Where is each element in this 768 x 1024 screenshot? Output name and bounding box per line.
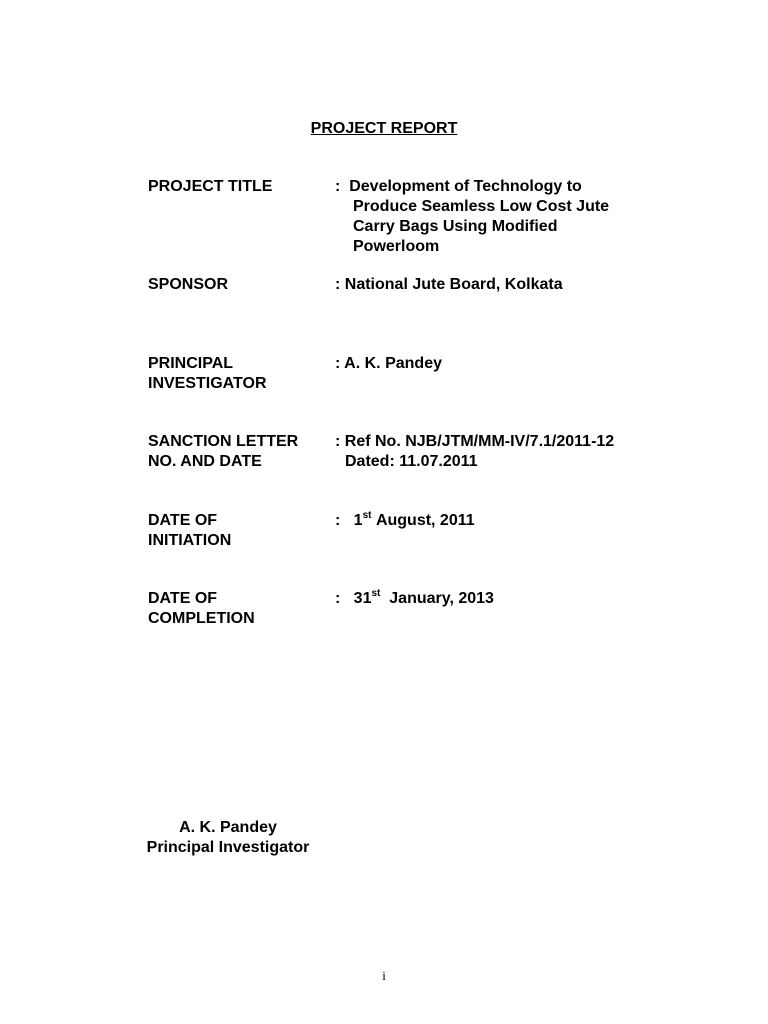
date-of-completion-rest: January, 2013 xyxy=(389,590,494,607)
date-of-completion-separator: : xyxy=(335,590,341,607)
page-title: PROJECT REPORT xyxy=(310,120,458,137)
signature-title: Principal Investigator xyxy=(146,839,310,856)
principal-investigator-value: : A. K. Pandey xyxy=(335,355,442,372)
project-title-line-3: Carry Bags Using Modified xyxy=(353,218,558,235)
sanction-letter-label xyxy=(148,432,333,472)
project-title-line-1: Development of Technology to xyxy=(349,178,582,195)
date-of-completion-label-line-2: COMPLETION xyxy=(148,610,255,627)
date-of-initiation-label-line-2: INITIATION xyxy=(148,532,232,549)
principal-investigator-label-line-1: PRINCIPAL xyxy=(148,355,234,372)
date-of-initiation-label xyxy=(148,511,333,551)
date-of-initiation-rest: August, 2011 xyxy=(375,512,475,529)
date-of-initiation-label-line-1: DATE OF xyxy=(148,512,218,529)
sanction-letter-ref: : Ref No. NJB/JTM/MM-IV/7.1/2011-12 xyxy=(335,433,615,450)
sponsor-label: SPONSOR xyxy=(148,276,229,293)
principal-investigator-label-line-2: INVESTIGATOR xyxy=(148,375,267,392)
date-of-initiation-separator: : xyxy=(335,512,341,529)
date-of-initiation-value xyxy=(335,511,695,531)
date-of-completion-suffix: st xyxy=(371,587,381,599)
signature-name: A. K. Pandey xyxy=(179,819,277,836)
page-number: i xyxy=(382,968,386,983)
sanction-letter-date: Dated: 11.07.2011 xyxy=(345,453,478,470)
project-title-separator: : xyxy=(335,178,341,195)
date-of-completion-value xyxy=(335,589,695,609)
signature-block xyxy=(128,818,328,858)
date-of-completion-label xyxy=(148,589,333,629)
project-title-label: PROJECT TITLE xyxy=(148,178,273,195)
principal-investigator-label xyxy=(148,354,333,394)
date-of-completion-label-line-1: DATE OF xyxy=(148,590,218,607)
sanction-letter-label-line-1: SANCTION LETTER xyxy=(148,433,299,450)
project-title-value xyxy=(335,177,695,257)
project-title-line-4: Powerloom xyxy=(353,238,440,255)
sanction-letter-value xyxy=(335,432,695,472)
project-title-line-2: Produce Seamless Low Cost Jute xyxy=(353,198,610,215)
date-of-completion-day: 31 xyxy=(353,590,372,607)
date-of-initiation-suffix: st xyxy=(362,509,372,521)
sponsor-value: : National Jute Board, Kolkata xyxy=(335,276,563,293)
date-of-initiation-day: 1 xyxy=(353,512,363,529)
sanction-letter-label-line-2: NO. AND DATE xyxy=(148,453,262,470)
